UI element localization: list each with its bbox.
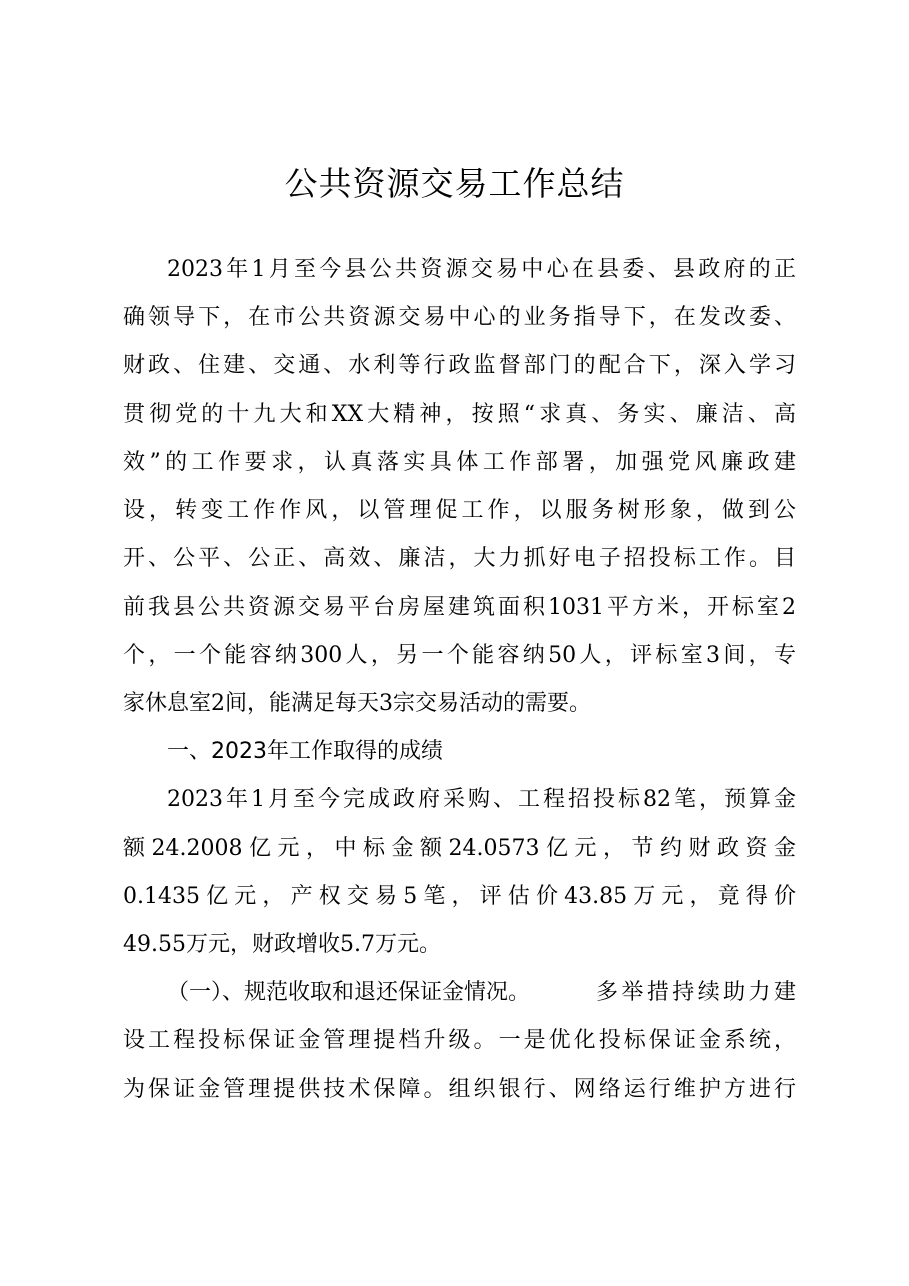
intro-line: 效”的工作要求，认真落实具体工作部署，加强党风廉政建: [123, 450, 796, 475]
intro-line: 前我县公共资源交易平台房屋建筑面积1031平方米，开标室2: [123, 595, 796, 620]
achievement-line: 49.55万元，财政增收5.7万元。: [123, 932, 441, 957]
achievement-line: 2023年1月至今完成政府采购、工程招投标82笔，预算金: [167, 787, 796, 812]
intro-line: 财政、住建、交通、水利等行政监督部门的配合下，深入学习: [123, 353, 796, 378]
subsection-line: 为保证金管理提供技术保障。组织银行、网络运行维护方进行: [123, 1077, 796, 1102]
achievement-line: 0.1435亿元，产权交易5笔，评估价43.85万元，竟得价: [123, 884, 796, 909]
achievement-line: 额24.2008亿元，中标金额24.0573亿元，节约财政资金: [123, 836, 796, 861]
section-heading: 一、2023年工作取得的成绩: [167, 739, 443, 764]
subsection-line: 设工程投标保证金管理提档升级。一是优化投标保证金系统，: [123, 1028, 796, 1053]
intro-line: 设，转变工作作风，以管理促工作，以服务树形象，做到公: [123, 498, 796, 523]
subsection-line: 多举措持续助力建: [596, 980, 796, 1005]
intro-line: 确领导下，在市公共资源交易中心的业务指导下，在发改委、: [123, 305, 796, 330]
intro-line: 开、公平、公正、高效、廉洁，大力抓好电子招投标工作。目: [123, 546, 796, 571]
intro-line: 个，一个能容纳300人，另一个能容纳50人，评标室3间，专: [123, 643, 796, 668]
intro-line: 家休息室2间，能满足每天3宗交易活动的需要。: [123, 691, 591, 716]
subsection-heading: （一）、规范收取和退还保证金情况。: [167, 980, 531, 1005]
document-title: 公共资源交易工作总结: [284, 164, 625, 203]
intro-line: 贯彻党的十九大和XX大精神，按照“求真、务实、廉洁、高: [123, 402, 796, 427]
intro-line: 2023年1月至今县公共资源交易中心在县委、县政府的正: [167, 257, 796, 282]
